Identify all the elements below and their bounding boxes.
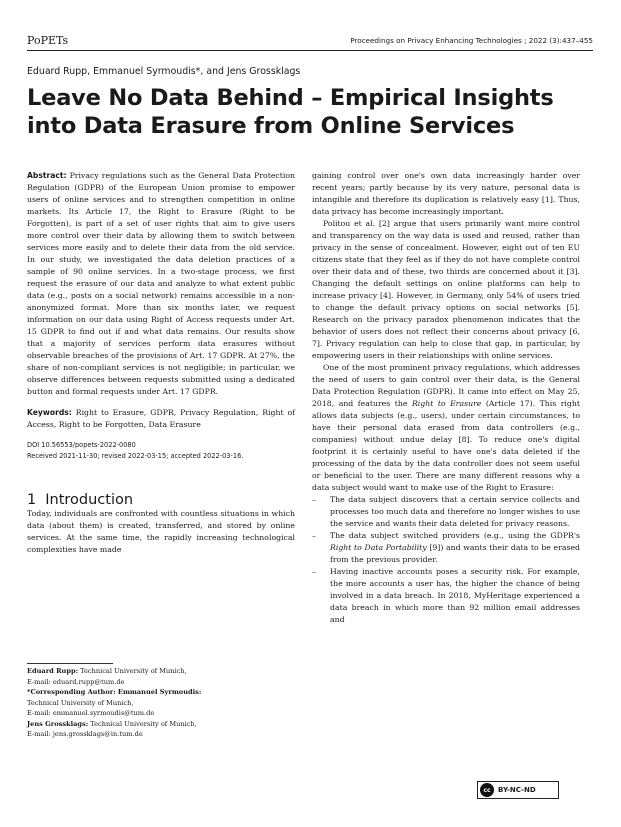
list-dash: – [312,495,316,504]
body-paragraph [312,362,580,494]
section-heading-introduction [27,492,295,508]
abstract-text: Privacy regulations such as the General Data Protection Regulation (GDPR) of the European Union promise to empower users of online services and to strengthen competition in online markets. Its Article 17, the Right to Erasure (Right to be Forgotten), is part of a set of user rights that aim to give users more control over their data by allowing them to switch between services more easily and to delete their data from the old service. In our study, we investigated the data deletion practices of a sample of 90 online services. In a two-stage process, we first request the erasure of our data and analyze to what extent public data (e.g., posts on a social network) remains accessible in a non-anonymized format. More than six months later, we request information on our data using Right of Access requests under Art. 15 GDPR to find out if and what data remains. Our results show that a majority of services perform data erasures without observable breaches of the provisions of Art. 17 GDPR. At 27%, the share of non-compliant services is not negligible; in particular, we observe differences between requests submitted using a dedicated button and formal requests under Art. 17 GDPR. [27,171,295,396]
received-dates: Received 2021-11-30; revised 2022-03-15; accepted 2022-03-16. [27,452,244,460]
text-run: The data subject discovers that a certain service collects and processes too much data and therefore no longer wishes to use the service and wants their data deleted for privacy reasons. [330,495,580,528]
affiliation-email[interactable]: E-mail: eduard.rupp@tum.de [27,677,125,686]
list-item-text [330,530,580,566]
text-run: (Article 17). This right allows data subjects (e.g., users), under certain circumstances, to have their personal data erased from data controllers (e.g., companies) without undue delay [8]. To reduce one's digital footprint it is certainly useful to have one's data deleted if the processing of the data by the data controller does not seem useful or beneficial to the user. There are many different reasons why a data subject would want to make use of the Right to Erasure: [312,399,580,492]
list-item-text [330,494,580,530]
text-run: [9]) and wants their data to be erased from the previous provider. [330,543,580,564]
affiliation-syrmoudis [27,687,295,698]
text-run: Having inactive accounts poses a security risk. For example, the more accounts a user has, the higher the chance of being involved in a data breach. In 2018, MyHeritage experienced a data breach in which more than 92 million email addresses and [330,567,580,624]
intro-paragraph-1: Today, individuals are confronted with countless situations in which data (about them) is created, transferred, and stored by online services. At the same time, the rapidly increasing technological complexities have made [27,509,295,554]
abstract [27,170,295,398]
affiliation-name: *Corresponding Author: Emmanuel Syrmoudis: [27,688,202,696]
text-run: The data subject switched providers (e.g., using the GDPR's [330,531,580,540]
footnote-rule [27,663,113,664]
paper-title: Leave No Data Behind – Empirical Insights into Data Erasure from Online Services [27,85,554,139]
emphasis-right-to-erasure: Right to Erasure [411,399,482,408]
cc-license-badge[interactable] [477,781,559,799]
affiliation-grossklags [27,719,295,730]
creative-commons-icon: cc [480,783,494,797]
list-item-text [330,566,580,626]
keywords-label: Keywords: [27,408,72,417]
affiliation-institution: Technical University of Munich, [90,719,197,728]
list-item [312,494,580,530]
affiliation-name: Jens Grossklags: [27,719,89,728]
keywords [27,407,295,431]
affiliation-email[interactable]: E-mail: jens.grossklags@in.tum.de [27,730,143,738]
body-paragraph: gaining control over one's own data increasingly harder over recent years; partly because by its very nature, personal data is intangible and therefore its duplication is relatively easy [1]. Thus, data privacy has become increasingly important. [312,171,580,216]
list-item [312,530,580,566]
body-paragraph: Politou et al. [2] argue that users primarily want more control and transparency on the way data is used and reused, rather than privacy in the sense of concealment. However, eight out of ten EU citizens state that they feel as if they do not have complete control over their data and of these, two thirds are concerned about it [3]. Changing the default settings on online platforms can help to increase privacy [4]. However, in Germany, only 54% of users tried to change the default privacy options on social networks [5]. Research on the privacy paradox phenomenon indicates that the behavior of users does not reflect their concerns about privacy [6, 7]. Privacy regulation can help to close that gap, in particular, by empowering users in their relationships with online services. [312,219,580,360]
section-title: Introduction [45,492,134,508]
affiliation-institution: Technical University of Munich, [80,667,187,675]
left-column [27,170,295,556]
running-header [27,36,593,51]
affiliation-name: Eduard Rupp: [27,667,79,675]
list-item [312,566,580,626]
list-dash: – [312,531,316,540]
affiliation-rupp [27,666,295,677]
affiliation-email[interactable]: E-mail: emmanuel.syrmoudis@tum.de [27,709,155,717]
list-dash: – [312,567,316,576]
affiliation-institution: Technical University of Munich, [27,698,134,707]
section-number: 1 [27,492,37,508]
journal-short-name: PoPETs [27,34,69,47]
author-affiliations [27,666,295,740]
license-text: BY-NC-ND [498,786,536,794]
right-column [312,170,580,626]
abstract-label: Abstract: [27,171,67,180]
emphasis-data-portability: Right to Data Portability [330,543,427,552]
doi[interactable]: DOI 10.56553/popets-2022-0080 [27,441,136,449]
text-run: One of the most prominent privacy regulations, which addresses the need of users to gain control over their data, is the General Data Protection Regulation (GDPR). It came into effect on May 25, 2018, and features the [312,363,580,408]
author-list: Eduard Rupp, Emmanuel Syrmoudis*, and Jens Grossklags [27,66,301,77]
journal-citation: Proceedings on Privacy Enhancing Technologies ; 2022 (3):437–455 [350,36,593,45]
reasons-list [312,494,580,626]
keywords-text: Right to Erasure, GDPR, Privacy Regulation, Right of Access, Right to be Forgotten, Data Erasure [27,408,296,429]
